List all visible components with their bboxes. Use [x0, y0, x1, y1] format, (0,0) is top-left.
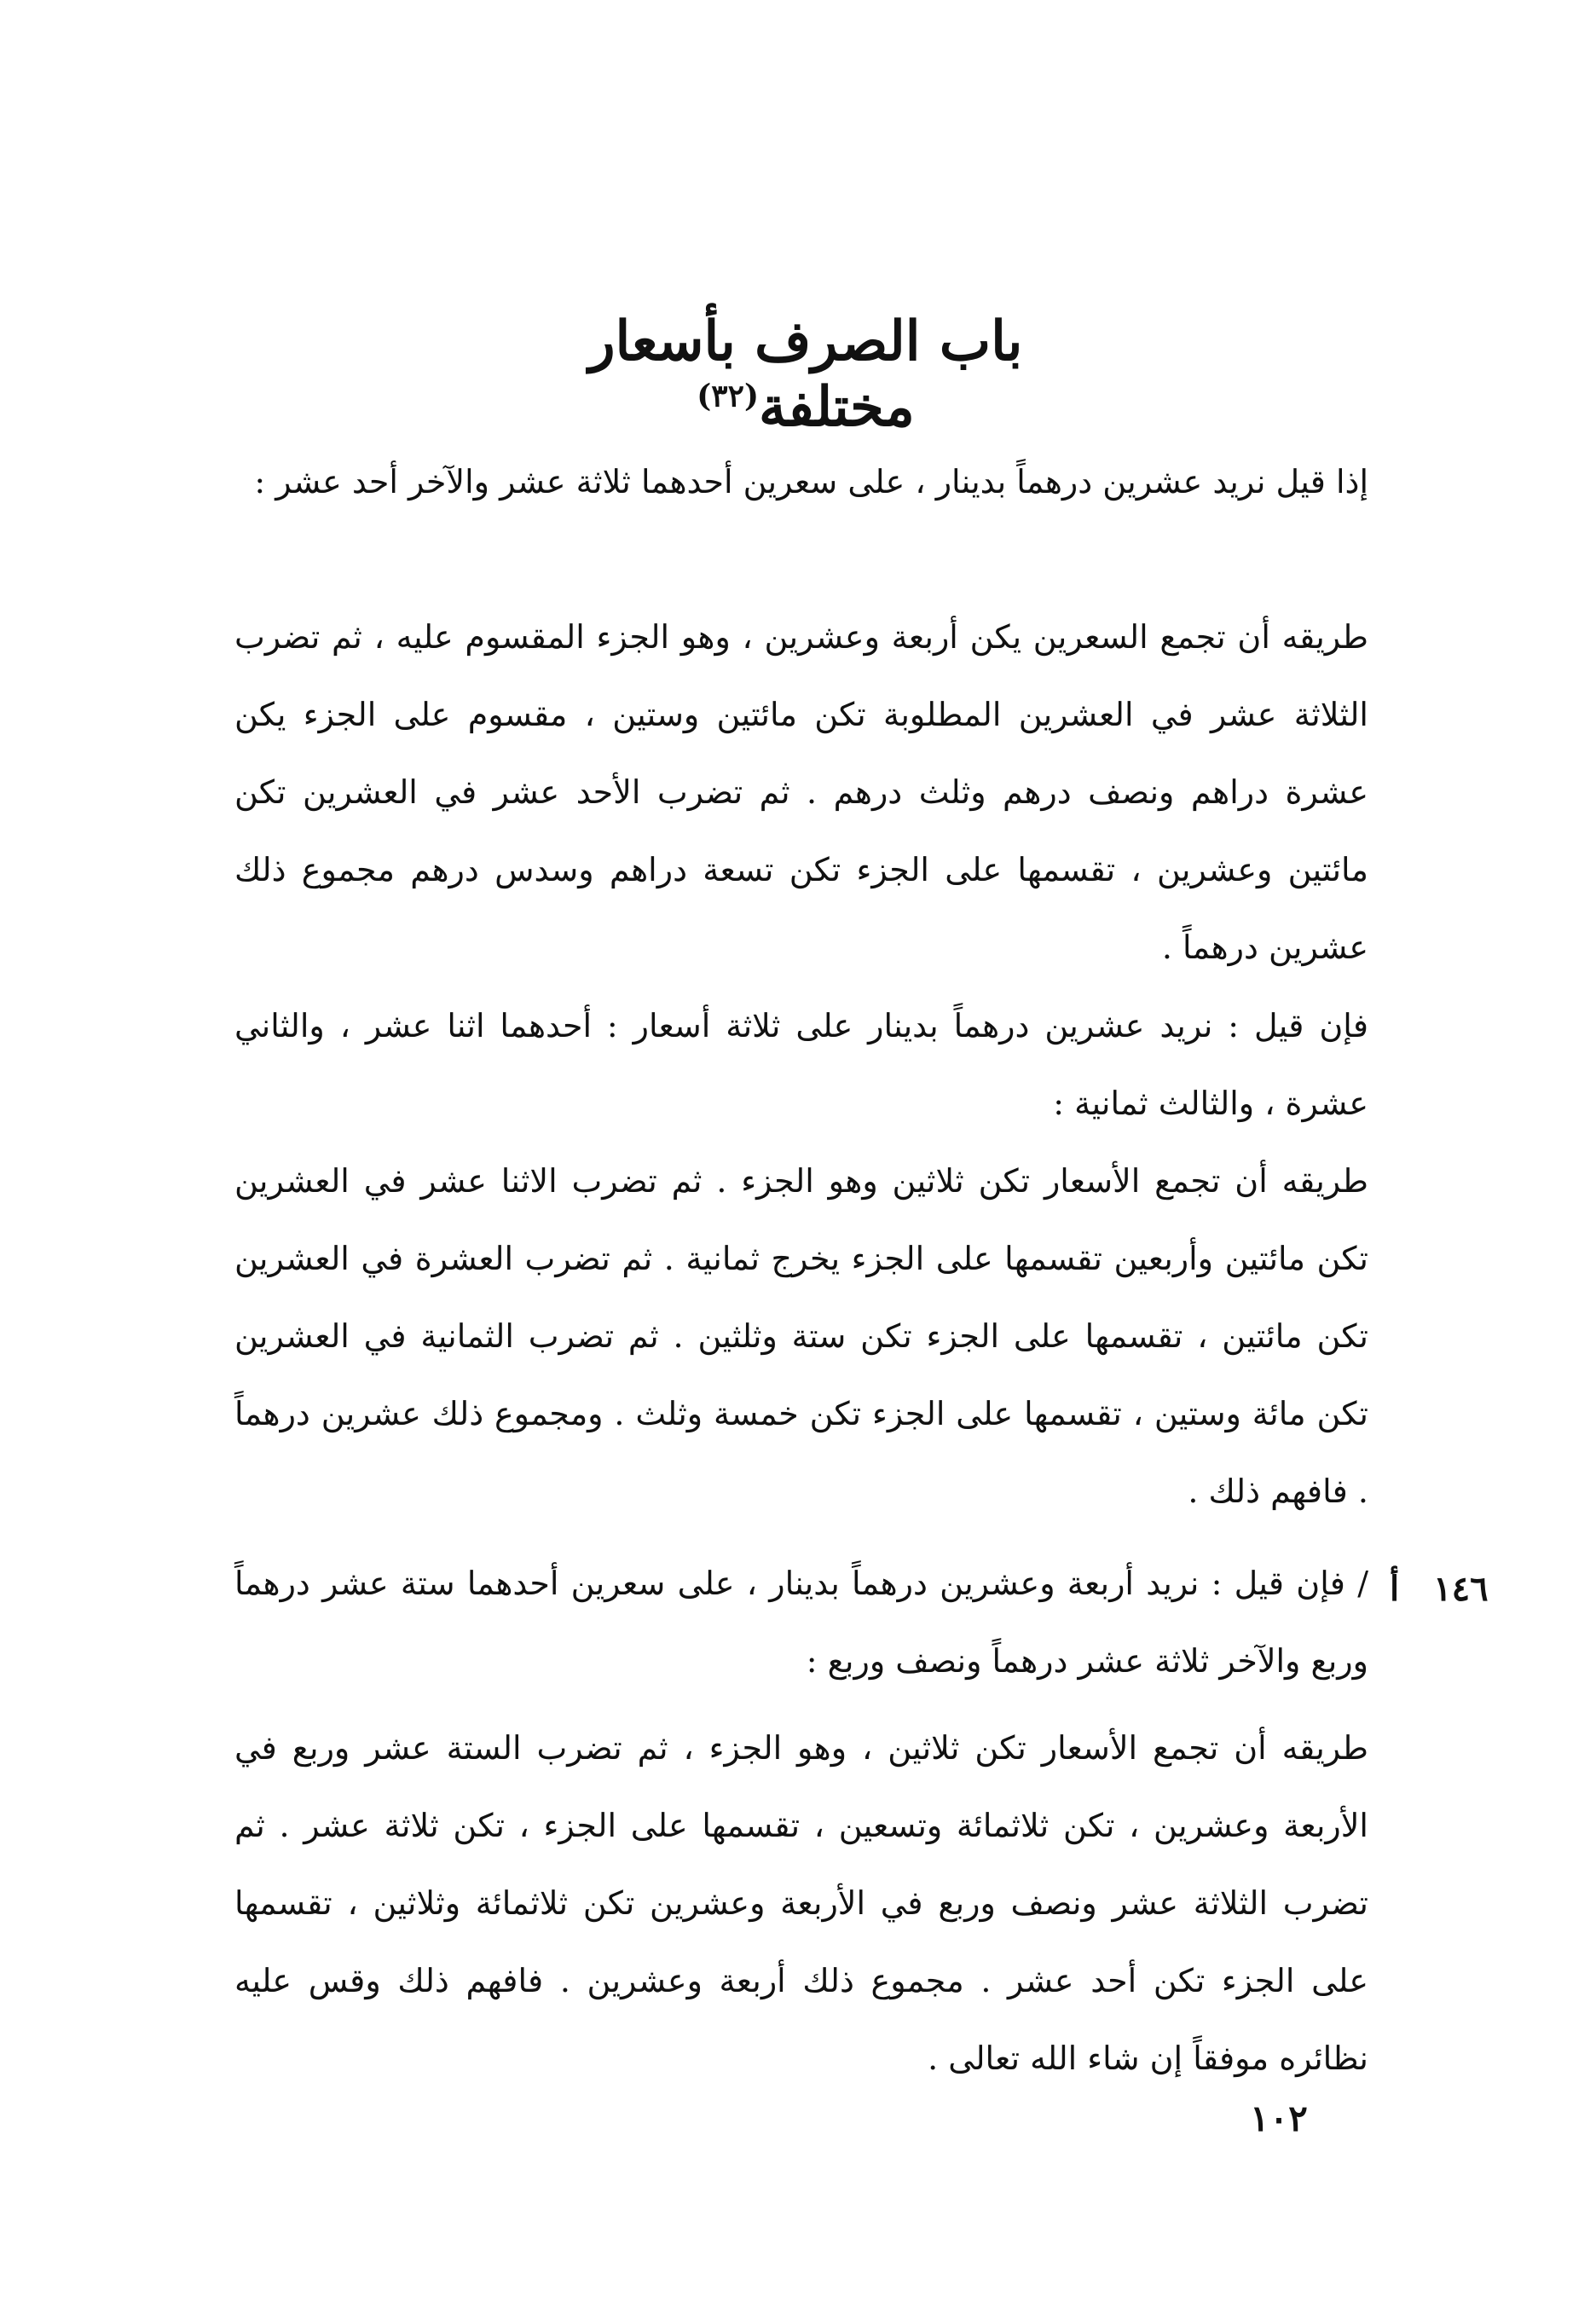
paragraph-solution-3	[234, 1710, 1368, 2097]
chapter-title-text: باب الصرف بأسعار مختلفة	[588, 309, 1023, 439]
paragraph-solution-2	[234, 1143, 1368, 1530]
chapter-title	[477, 310, 1134, 441]
folio-number: ١٤٦	[1433, 1569, 1489, 1609]
paragraph-text: طريقه أن تجمع السعرين يكن أربعة وعشرين ، وهو الجزء المقسوم عليه ، ثم تضرب الثلاثة عشر في العشرين المطلوبة تكن مائتين وستين ، مقسوم على الجزء يكن عشرة دراهم ونصف درهم وثلث درهم . ثم تضرب الأحد عشر في العشرين تكن مائتين وعشرين ، تقسمها على الجزء تكن تسعة دراهم وسدس درهم مجموع ذلك عشرين درهماً .	[234, 618, 1368, 966]
footnote-marker: (٣٢)	[697, 378, 759, 414]
paragraph-solution-1	[234, 599, 1368, 986]
paragraph-text: فإن قيل : نريد عشرين درهماً بدينار على ثلاثة أسعار : أحدهما اثنا عشر ، والثاني عشرة ، والثالث ثمانية :	[234, 1007, 1368, 1122]
page-number: ١٠٢	[1250, 2097, 1308, 2139]
paragraph-question-2	[234, 987, 1368, 1143]
manuscript-folio-note	[1390, 1569, 1489, 1609]
paragraph-text: طريقه أن تجمع الأسعار تكن ثلاثين وهو الجزء . ثم تضرب الاثنا عشر في العشرين تكن مائتين وأربعين تقسمها على الجزء يخرج ثمانية . ثم تضرب العشرة في العشرين تكن مائتين ، تقسمها على الجزء تكن ستة وثلثين . ثم تضرب الثمانية في العشرين تكن مائة وستين ، تقسمها على الجزء تكن خمسة وثلث . ومجموع ذلك عشرين درهماً . فافهم ذلك .	[234, 1162, 1368, 1510]
paragraph-question-1	[234, 443, 1368, 521]
paragraph-question-3	[234, 1545, 1368, 1700]
paragraph-text: إذا قيل نريد عشرين درهماً بدينار ، على سعرين أحدهما ثلاثة عشر والآخر أحد عشر :	[254, 463, 1368, 500]
paragraph-text: / فإن قيل : نريد أربعة وعشرين درهماً بدينار ، على سعرين أحدهما ستة عشر درهماً وربع والآخر ثلاثة عشر درهماً ونصف وربع :	[234, 1565, 1368, 1680]
folio-side: أ	[1390, 1569, 1400, 1609]
paragraph-text: طريقه أن تجمع الأسعار تكن ثلاثين ، وهو الجزء ، ثم تضرب الستة عشر وربع في الأربعة وعشرين ، تكن ثلاثمائة وتسعين ، تقسمها على الجزء ، تكن ثلاثة عشر . ثم تضرب الثلاثة عشر ونصف وربع في الأربعة وعشرين تكن ثلاثمائة وثلاثين ، تقسمها على الجزء تكن أحد عشر . مجموع ذلك أربعة وعشرين . فافهم ذلك وقس عليه نظائره موفقاً إن شاء الله تعالى .	[234, 1729, 1368, 2077]
